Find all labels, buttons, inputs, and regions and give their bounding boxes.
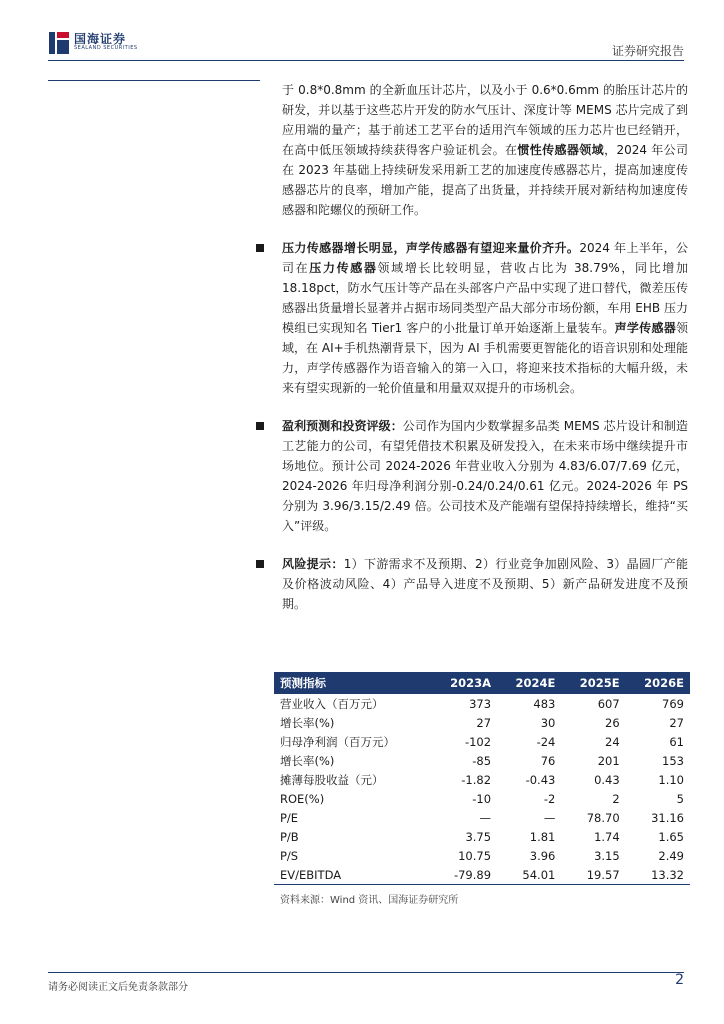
table-header-cell: 2025E — [579, 676, 620, 690]
table-row — [274, 808, 690, 827]
table-row — [274, 865, 690, 885]
table-cell: 76 — [540, 753, 556, 768]
table-row — [274, 713, 690, 732]
table-row — [274, 827, 690, 846]
table-row-label: P/S — [280, 848, 299, 863]
report-type: 证券研究报告 — [611, 44, 684, 58]
table-cell: 27 — [476, 715, 492, 730]
table-cell: 31.16 — [651, 810, 684, 825]
table-row-label: EV/EBITDA — [274, 865, 431, 885]
table-cell: 27 — [669, 715, 684, 730]
logo-subtitle: SEALAND SECURITIES — [74, 45, 138, 51]
sidebar-divider — [48, 80, 260, 81]
table-cell: 5 — [676, 791, 684, 806]
table-cell: -102 — [464, 734, 492, 749]
table-cell: 54.01 — [497, 865, 561, 885]
logo-text: 国海证券 — [74, 32, 127, 46]
table-source: 资料来源：Wind 资讯、国海证券研究所 — [280, 895, 459, 906]
table-cell: 13.32 — [626, 865, 690, 885]
table-cell: 19.57 — [561, 865, 625, 885]
table-cell: -0.43 — [525, 772, 556, 787]
table-row-label: 增长率(%) — [280, 753, 335, 768]
table-cell: -10 — [472, 791, 492, 806]
bullet-earnings-forecast — [282, 416, 688, 536]
bullet-square-icon — [256, 422, 264, 430]
table-cell: — — [543, 810, 556, 825]
table-cell: -1.82 — [461, 772, 492, 787]
table-row — [274, 770, 690, 789]
table-cell: 24 — [605, 734, 620, 749]
table-cell: 3.15 — [594, 848, 620, 863]
table-cell: 483 — [533, 696, 556, 711]
forecast-table — [274, 672, 690, 885]
bullet-pressure-acoustic — [282, 238, 688, 398]
table-row — [274, 751, 690, 770]
table-row-label: 增长率(%) — [280, 715, 335, 730]
table-row-label: 归母净利润（百万元） — [280, 734, 395, 749]
table-cell: 769 — [662, 696, 684, 711]
table-cell: 26 — [605, 715, 620, 730]
table-cell: 1.10 — [658, 772, 684, 787]
table-row-label: 摊薄每股收益（元） — [280, 772, 384, 787]
page-number: 2 — [675, 972, 684, 988]
paragraph-risk-warning: 风险提示：1）下游需求不及预期、2）行业竞争加剧风险、3）晶圆厂产能及价格波动风险、4）产品导入进度不及预期、5）新产品研发进度不及预期。 — [282, 557, 688, 611]
table-cell: 61 — [669, 734, 684, 749]
table-cell: -85 — [472, 753, 492, 768]
table-row — [274, 789, 690, 808]
paragraph-pressure-acoustic: 压力传感器增长明显，声学传感器有望迎来量价齐升。2024 年上半年，公司在压力传感器领域增长比较明显，营收占比为 38.79%，同比增加 18.18pct，防水气压计等产品在头部客户产品中实现了进口替代，微差压传感器出货量增长显著并占据市场同类型产品大部分市场份额，车用 EHB 压力模组已实现知名 Tier1 客户的小批量订单开始逐渐上量装车。声学传感器领域，在 AI+手机热潮背景下，因为 AI 手机需要更智能化的语音识别和处理能力，声学传感器作为语音输入的第一入口，将迎来技术指标的大幅升级，未来有望实现新的一轮价值量和用量双双提升的市场机会。 — [282, 241, 688, 395]
table-header-cell: 2024E — [515, 676, 556, 690]
table-header-row — [274, 672, 690, 694]
table-row — [274, 846, 690, 865]
footer-disclaimer: 请务必阅读正文后免责条款部分 — [48, 982, 188, 993]
logo-icon — [48, 30, 70, 56]
table-cell: 607 — [597, 696, 620, 711]
bullet-risk-warning — [282, 554, 688, 614]
paragraph-mems-development: 于 0.8*0.8mm 的全新血压计芯片，以及小于 0.6*0.6mm 的胎压计芯片的研发，并以基于这些芯片开发的防水气压计、深度计等 MEMS 芯片完成了到应用端的量产；基于前述工艺平台的适用汽车领域的压力芯片也已经销开，在高中低压领域持续获得客户验证机会。在惯性传感器领域，2024 年公司在 2023 年基础上持续研发采用新工艺的加速度传感器芯片，提高加速度传感器芯片的良率，增加产能，提高了出货量，并持续开展对新结构加速度传感器和陀螺仪的预研工作。 — [282, 83, 688, 217]
forecast-table-container — [274, 672, 690, 906]
table-cell: 2.49 — [658, 848, 684, 863]
table-cell: 1.65 — [658, 829, 684, 844]
table-row — [274, 694, 690, 713]
table-row-label: ROE(%) — [280, 791, 325, 806]
table-cell: 78.70 — [586, 810, 620, 825]
table-cell: 201 — [597, 753, 620, 768]
table-cell: 153 — [662, 753, 684, 768]
table-cell: -79.89 — [431, 865, 497, 885]
table-header-cell: 2023A — [450, 676, 492, 690]
table-header-cell: 2026E — [644, 676, 684, 690]
table-cell: 1.81 — [529, 829, 556, 844]
table-row — [274, 732, 690, 751]
header-divider — [48, 60, 684, 61]
table-cell: 1.74 — [594, 829, 620, 844]
table-cell: 10.75 — [458, 848, 492, 863]
table-cell: 0.43 — [594, 772, 620, 787]
table-cell: 3.96 — [529, 848, 556, 863]
table-cell: -2 — [543, 791, 556, 806]
table-cell: -24 — [536, 734, 556, 749]
page-header — [48, 28, 684, 62]
table-cell: 2 — [612, 791, 620, 806]
company-logo — [48, 28, 198, 58]
table-header-cell: 预测指标 — [280, 676, 326, 690]
table-cell: — — [479, 810, 492, 825]
bullet-square-icon — [256, 244, 264, 252]
paragraph-earnings-forecast: 盈利预测和投资评级：公司作为国内少数掌握多品类 MEMS 芯片设计和制造工艺能力的公司，有望凭借技术积累及研发投入，在未来市场中继续提升市场地位。预计公司 2024-2026 年营业收入分别为 4.83/6.07/7.69 亿元，2024-2026 年归母净利润分别-0.24/0.24/0.61 亿元。2024-2026 年 PS 分别为 3.96/3.15/2.49 倍。公司技术及产能端有望保持持续增长，维持“买入”评级。 — [282, 419, 688, 533]
table-cell: 373 — [469, 696, 492, 711]
table-cell: 30 — [540, 715, 556, 730]
table-cell: 3.75 — [465, 829, 492, 844]
table-row-label: P/B — [280, 829, 299, 844]
bullet-square-icon — [256, 560, 264, 568]
main-content — [282, 80, 688, 614]
footer-divider — [48, 972, 684, 973]
table-row-label: 营业收入（百万元） — [280, 696, 384, 711]
table-row-label: P/E — [280, 810, 299, 825]
